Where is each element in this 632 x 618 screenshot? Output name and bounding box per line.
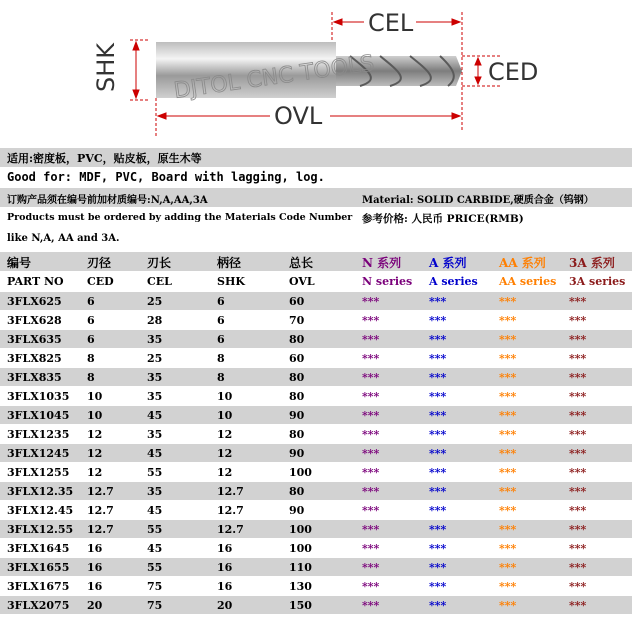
info-order-row <box>0 188 632 207</box>
cell-ovl: 100 <box>289 542 312 555</box>
cell-part-no: 3FLX12.35 <box>7 485 74 498</box>
order-cn-text: 订购产品须在编号前加材质编号:N,A,AA,3A <box>7 195 208 206</box>
cell-3a-series: *** <box>569 390 587 403</box>
header-ced-en: CED <box>87 275 114 288</box>
cell-3a-series: *** <box>569 466 587 479</box>
cell-part-no: 3FLX12.45 <box>7 504 74 517</box>
cell-aa-series: *** <box>499 599 517 612</box>
table-row <box>0 463 632 481</box>
cell-a-series: *** <box>429 447 447 460</box>
cell-aa-series: *** <box>499 561 517 574</box>
cell-ced: 16 <box>87 561 103 574</box>
cell-a-series: *** <box>429 333 447 346</box>
cell-ced: 12.7 <box>87 485 114 498</box>
cell-n-series: *** <box>362 523 380 536</box>
cell-shk: 8 <box>217 352 225 365</box>
cell-shk: 20 <box>217 599 233 612</box>
cell-cel: 45 <box>147 409 163 422</box>
cell-ced: 12.7 <box>87 523 114 536</box>
cell-aa-series: *** <box>499 466 517 479</box>
cell-3a-series: *** <box>569 523 587 536</box>
order-en-text-1: Products must be ordered by adding the Materials Code Number <box>7 212 353 223</box>
cell-cel: 35 <box>147 428 163 441</box>
cell-shk: 12 <box>217 447 233 460</box>
cell-cel: 75 <box>147 599 163 612</box>
table-row <box>0 368 632 386</box>
cell-part-no: 3FLX825 <box>7 352 62 365</box>
ced-label: CED <box>488 58 539 86</box>
cell-aa-series: *** <box>499 542 517 555</box>
table-row <box>0 596 632 614</box>
cell-a-series: *** <box>429 542 447 555</box>
cell-part-no: 3FLX1675 <box>7 580 70 593</box>
tool-diagram <box>0 0 632 146</box>
cell-ced: 6 <box>87 314 95 327</box>
header-n-series-en: N series <box>362 275 413 288</box>
cell-aa-series: *** <box>499 504 517 517</box>
header-ovl-cn: 总长 <box>289 256 314 270</box>
info-applicable-row <box>0 148 632 167</box>
cell-3a-series: *** <box>569 333 587 346</box>
cell-part-no: 3FLX835 <box>7 371 62 384</box>
cell-shk: 10 <box>217 409 233 422</box>
cell-n-series: *** <box>362 561 380 574</box>
header-shk-cn: 柄径 <box>217 256 242 270</box>
header-3a-series-cn: 3A 系列 <box>569 256 615 270</box>
cell-a-series: *** <box>429 599 447 612</box>
cell-part-no: 3FLX635 <box>7 333 62 346</box>
cell-ced: 12 <box>87 466 103 479</box>
cell-ovl: 130 <box>289 580 312 593</box>
cell-aa-series: *** <box>499 314 517 327</box>
cell-part-no: 3FLX1655 <box>7 561 70 574</box>
cell-a-series: *** <box>429 580 447 593</box>
cell-3a-series: *** <box>569 295 587 308</box>
cell-a-series: *** <box>429 390 447 403</box>
cell-3a-series: *** <box>569 542 587 555</box>
cell-aa-series: *** <box>499 352 517 365</box>
cell-3a-series: *** <box>569 599 587 612</box>
cell-aa-series: *** <box>499 485 517 498</box>
cell-ced: 16 <box>87 580 103 593</box>
cell-n-series: *** <box>362 314 380 327</box>
cell-ovl: 60 <box>289 295 305 308</box>
table-row <box>0 482 632 500</box>
table-row <box>0 577 632 595</box>
cell-ovl: 80 <box>289 371 305 384</box>
cell-3a-series: *** <box>569 428 587 441</box>
header-a-series-cn: A 系列 <box>429 256 467 270</box>
cell-cel: 35 <box>147 333 163 346</box>
cell-n-series: *** <box>362 542 380 555</box>
cell-part-no: 3FLX1255 <box>7 466 70 479</box>
table-row <box>0 520 632 538</box>
cell-ced: 10 <box>87 409 103 422</box>
table-row <box>0 349 632 367</box>
cell-part-no: 3FLX12.55 <box>7 523 74 536</box>
cell-ced: 8 <box>87 352 95 365</box>
cell-shk: 12 <box>217 466 233 479</box>
cell-3a-series: *** <box>569 485 587 498</box>
cell-part-no: 3FLX628 <box>7 314 62 327</box>
cell-3a-series: *** <box>569 561 587 574</box>
cell-ced: 8 <box>87 371 95 384</box>
header-shk-en: SHK <box>217 275 245 288</box>
table-header-cn <box>0 252 632 271</box>
cell-aa-series: *** <box>499 580 517 593</box>
cell-shk: 6 <box>217 333 225 346</box>
cell-a-series: *** <box>429 314 447 327</box>
cell-a-series: *** <box>429 409 447 422</box>
cell-ovl: 80 <box>289 390 305 403</box>
cell-3a-series: *** <box>569 447 587 460</box>
table-row <box>0 311 632 329</box>
cell-n-series: *** <box>362 409 380 422</box>
cell-aa-series: *** <box>499 371 517 384</box>
info-like-row <box>0 230 632 250</box>
cell-ovl: 90 <box>289 447 305 460</box>
material-text: Material: SOLID CARBIDE,硬质合金（钨钢） <box>362 195 594 206</box>
cel-label: CEL <box>368 9 414 37</box>
cell-n-series: *** <box>362 599 380 612</box>
cell-ced: 10 <box>87 390 103 403</box>
cell-ced: 12 <box>87 447 103 460</box>
cell-a-series: *** <box>429 466 447 479</box>
cell-ced: 20 <box>87 599 103 612</box>
cell-a-series: *** <box>429 428 447 441</box>
shk-label: SHK <box>92 42 120 92</box>
cell-cel: 35 <box>147 390 163 403</box>
table-row <box>0 387 632 405</box>
cell-shk: 6 <box>217 295 225 308</box>
cell-ovl: 150 <box>289 599 312 612</box>
cell-shk: 12 <box>217 428 233 441</box>
cell-n-series: *** <box>362 447 380 460</box>
header-cel-en: CEL <box>147 275 172 288</box>
cell-cel: 45 <box>147 447 163 460</box>
cell-shk: 16 <box>217 561 233 574</box>
cell-ovl: 80 <box>289 428 305 441</box>
cell-cel: 55 <box>147 466 163 479</box>
cell-shk: 12.7 <box>217 504 244 517</box>
price-text: 参考价格: 人民币 PRICE(RMB) <box>362 213 524 225</box>
cell-ovl: 60 <box>289 352 305 365</box>
cell-cel: 28 <box>147 314 163 327</box>
cell-n-series: *** <box>362 485 380 498</box>
cell-aa-series: *** <box>499 333 517 346</box>
order-en-text-2: like N,A, AA and 3A. <box>7 233 120 244</box>
cell-ovl: 80 <box>289 333 305 346</box>
cell-n-series: *** <box>362 333 380 346</box>
cell-a-series: *** <box>429 371 447 384</box>
cell-cel: 45 <box>147 504 163 517</box>
table-row <box>0 292 632 310</box>
table-row <box>0 444 632 462</box>
cell-ovl: 70 <box>289 314 305 327</box>
header-a-series-en: A series <box>429 275 478 288</box>
cell-part-no: 3FLX625 <box>7 295 62 308</box>
cell-shk: 12.7 <box>217 485 244 498</box>
cell-cel: 35 <box>147 485 163 498</box>
watermark: DJTOL CNC TOOLS <box>172 51 376 104</box>
cell-ovl: 110 <box>289 561 312 574</box>
cell-ced: 16 <box>87 542 103 555</box>
cell-cel: 25 <box>147 295 163 308</box>
cell-cel: 55 <box>147 523 163 536</box>
cell-a-series: *** <box>429 352 447 365</box>
cell-aa-series: *** <box>499 428 517 441</box>
table-row <box>0 539 632 557</box>
cell-3a-series: *** <box>569 409 587 422</box>
cell-n-series: *** <box>362 295 380 308</box>
header-part-en: PART NO <box>7 275 64 288</box>
cell-cel: 25 <box>147 352 163 365</box>
cell-a-series: *** <box>429 523 447 536</box>
cell-n-series: *** <box>362 352 380 365</box>
table-header-en <box>0 272 632 291</box>
cell-part-no: 3FLX1045 <box>7 409 70 422</box>
cell-cel: 35 <box>147 371 163 384</box>
cell-3a-series: *** <box>569 352 587 365</box>
cell-a-series: *** <box>429 485 447 498</box>
cell-part-no: 3FLX1245 <box>7 447 70 460</box>
cell-cel: 45 <box>147 542 163 555</box>
cell-n-series: *** <box>362 371 380 384</box>
info-products-row <box>0 208 632 230</box>
cell-ovl: 90 <box>289 409 305 422</box>
cell-aa-series: *** <box>499 390 517 403</box>
header-ovl-en: OVL <box>289 275 315 288</box>
cell-n-series: *** <box>362 466 380 479</box>
cell-ovl: 100 <box>289 466 312 479</box>
cell-3a-series: *** <box>569 580 587 593</box>
cell-ced: 6 <box>87 333 95 346</box>
header-ced-cn: 刃径 <box>87 256 112 270</box>
header-part-cn: 编号 <box>7 256 32 270</box>
cell-n-series: *** <box>362 580 380 593</box>
cell-3a-series: *** <box>569 371 587 384</box>
cell-a-series: *** <box>429 295 447 308</box>
header-3a-series-en: 3A series <box>569 275 626 288</box>
cell-a-series: *** <box>429 504 447 517</box>
applicable-text: 适用:密度板，PVC，贴皮板，原生木等 <box>7 152 202 165</box>
cell-cel: 55 <box>147 561 163 574</box>
cell-aa-series: *** <box>499 447 517 460</box>
cell-ced: 12 <box>87 428 103 441</box>
table-row <box>0 406 632 424</box>
cell-shk: 10 <box>217 390 233 403</box>
cell-shk: 6 <box>217 314 225 327</box>
cell-cel: 75 <box>147 580 163 593</box>
cell-aa-series: *** <box>499 523 517 536</box>
cell-3a-series: *** <box>569 314 587 327</box>
header-n-series-cn: N 系列 <box>362 256 402 270</box>
table-row <box>0 330 632 348</box>
cell-shk: 16 <box>217 580 233 593</box>
header-cel-cn: 刃长 <box>147 256 172 270</box>
cell-n-series: *** <box>362 428 380 441</box>
cell-3a-series: *** <box>569 504 587 517</box>
cell-ovl: 100 <box>289 523 312 536</box>
cell-a-series: *** <box>429 561 447 574</box>
table-row <box>0 425 632 443</box>
cell-ced: 6 <box>87 295 95 308</box>
cell-shk: 8 <box>217 371 225 384</box>
good-for-text: Good for: MDF, PVC, Board with lagging, log. <box>7 170 325 184</box>
cell-n-series: *** <box>362 390 380 403</box>
cell-shk: 16 <box>217 542 233 555</box>
ovl-label: OVL <box>274 102 323 130</box>
header-aa-series-cn: AA 系列 <box>499 256 546 270</box>
cell-ovl: 90 <box>289 504 305 517</box>
header-aa-series-en: AA series <box>499 275 557 288</box>
cell-part-no: 3FLX1035 <box>7 390 70 403</box>
table-row <box>0 558 632 576</box>
table-row <box>0 501 632 519</box>
cell-part-no: 3FLX2075 <box>7 599 70 612</box>
cell-aa-series: *** <box>499 295 517 308</box>
cell-n-series: *** <box>362 504 380 517</box>
cell-shk: 12.7 <box>217 523 244 536</box>
cell-ovl: 80 <box>289 485 305 498</box>
cell-part-no: 3FLX1235 <box>7 428 70 441</box>
cell-ced: 12.7 <box>87 504 114 517</box>
cell-aa-series: *** <box>499 409 517 422</box>
info-good-for-row <box>0 168 632 187</box>
cell-part-no: 3FLX1645 <box>7 542 70 555</box>
